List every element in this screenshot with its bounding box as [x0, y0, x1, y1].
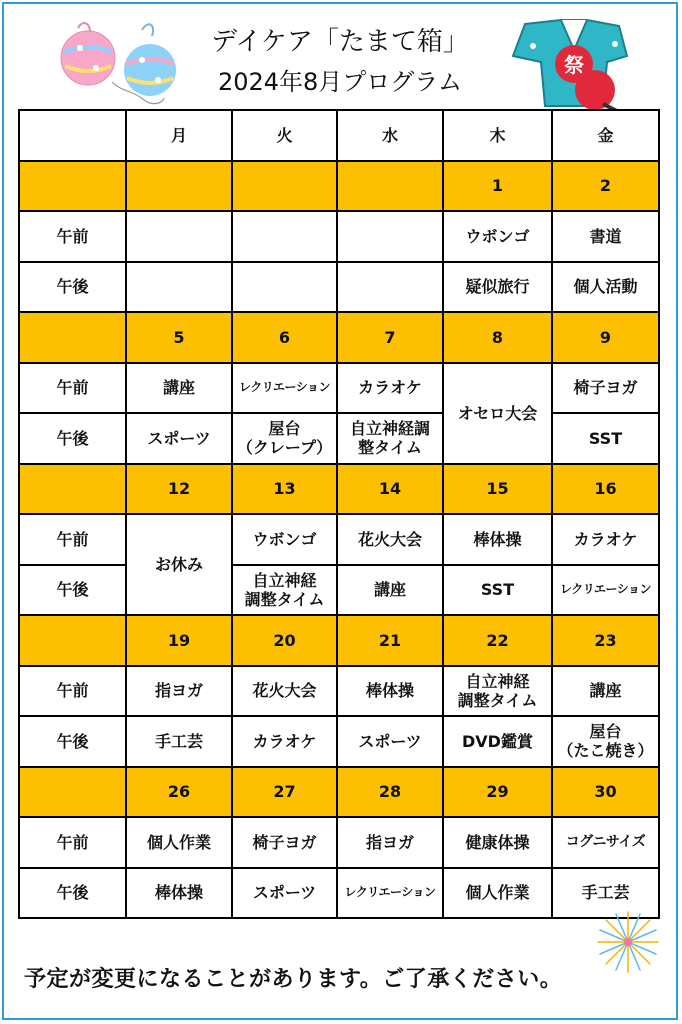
pm-label: 午後	[19, 413, 126, 464]
program-cell: 棒体操	[443, 514, 552, 565]
program-cell: 指ヨガ	[337, 817, 443, 868]
program-cell: 花火大会	[337, 514, 443, 565]
svg-text:祭: 祭	[564, 53, 584, 77]
am-label: 午前	[19, 666, 126, 717]
program-cell: 個人作業	[126, 817, 232, 868]
program-cell	[126, 211, 232, 262]
program-cell: 自立神経 調整タイム	[232, 565, 337, 616]
am-row	[19, 666, 659, 717]
program-cell	[232, 262, 337, 313]
day-wed: 水	[337, 110, 443, 161]
am-row	[19, 211, 659, 262]
program-cell-merged: お休み	[126, 514, 232, 615]
program-cell: 自立神経 調整タイム	[443, 666, 552, 717]
program-cell: 椅子ヨガ	[232, 817, 337, 868]
date-label-cell	[19, 464, 126, 515]
program-cell: レクリエーション	[232, 363, 337, 414]
date-cell: 2	[552, 161, 659, 212]
program-cell	[337, 211, 443, 262]
date-row	[19, 767, 659, 818]
pm-label: 午後	[19, 716, 126, 767]
program-cell: スポーツ	[232, 868, 337, 919]
program-cell: ウボンゴ	[443, 211, 552, 262]
pm-label: 午後	[19, 262, 126, 313]
program-cell	[232, 211, 337, 262]
program-cell-merged: オセロ大会	[443, 363, 552, 464]
date-row	[19, 312, 659, 363]
date-cell: 12	[126, 464, 232, 515]
program-cell	[126, 262, 232, 313]
am-label: 午前	[19, 817, 126, 868]
program-cell: レクリエーション	[552, 565, 659, 616]
date-cell: 29	[443, 767, 552, 818]
program-cell: カラオケ	[337, 363, 443, 414]
program-cell: 講座	[337, 565, 443, 616]
program-cell: コグニサイズ	[552, 817, 659, 868]
am-row	[19, 817, 659, 868]
program-cell: 個人作業	[443, 868, 552, 919]
program-cell: スポーツ	[337, 716, 443, 767]
program-cell: スポーツ	[126, 413, 232, 464]
date-cell: 22	[443, 615, 552, 666]
weekday-header-row	[19, 110, 659, 161]
program-cell: 屋台 （たこ焼き）	[552, 716, 659, 767]
pm-row	[19, 868, 659, 919]
date-cell: 28	[337, 767, 443, 818]
date-cell	[126, 161, 232, 212]
date-row	[19, 464, 659, 515]
date-row	[19, 161, 659, 212]
program-cell: DVD鑑賞	[443, 716, 552, 767]
pm-row	[19, 716, 659, 767]
date-cell: 30	[552, 767, 659, 818]
title-line2: 2024年8月プログラム	[217, 68, 463, 96]
date-label-cell	[19, 615, 126, 666]
date-label-cell	[19, 767, 126, 818]
title-line1: デイケア「たまて箱」	[211, 27, 469, 57]
program-cell: 棒体操	[337, 666, 443, 717]
am-row	[19, 363, 659, 414]
program-cell: 椅子ヨガ	[552, 363, 659, 414]
date-label-cell	[19, 161, 126, 212]
date-cell	[337, 161, 443, 212]
program-cell: 花火大会	[232, 666, 337, 717]
program-cell: 棒体操	[126, 868, 232, 919]
program-cell: 健康体操	[443, 817, 552, 868]
pm-label: 午後	[19, 565, 126, 616]
pm-row	[19, 262, 659, 313]
schedule-table	[18, 109, 660, 919]
festival-happi-coat-icon	[503, 16, 635, 112]
water-balloon-yoyo-icon	[52, 20, 182, 110]
day-thu: 木	[443, 110, 552, 161]
date-cell: 1	[443, 161, 552, 212]
am-label: 午前	[19, 514, 126, 565]
program-cell: 個人活動	[552, 262, 659, 313]
date-label-cell	[19, 312, 126, 363]
date-cell: 7	[337, 312, 443, 363]
program-cell: レクリエーション	[337, 868, 443, 919]
day-fri: 金	[552, 110, 659, 161]
date-cell: 8	[443, 312, 552, 363]
date-cell: 19	[126, 615, 232, 666]
program-cell: 指ヨガ	[126, 666, 232, 717]
date-cell: 15	[443, 464, 552, 515]
program-cell: ウボンゴ	[232, 514, 337, 565]
pm-label: 午後	[19, 868, 126, 919]
program-cell: 書道	[552, 211, 659, 262]
date-cell: 14	[337, 464, 443, 515]
am-label: 午前	[19, 363, 126, 414]
pm-row	[19, 413, 659, 464]
program-cell: 講座	[552, 666, 659, 717]
date-cell: 20	[232, 615, 337, 666]
date-cell: 26	[126, 767, 232, 818]
program-cell: 疑似旅行	[443, 262, 552, 313]
date-cell	[232, 161, 337, 212]
date-row	[19, 615, 659, 666]
program-cell: 屋台 （クレープ）	[232, 413, 337, 464]
date-cell: 16	[552, 464, 659, 515]
change-notice: 予定が変更になることがあります。ご了承ください。	[24, 967, 563, 992]
date-cell: 27	[232, 767, 337, 818]
pm-row	[19, 565, 659, 616]
program-cell: カラオケ	[552, 514, 659, 565]
day-tue: 火	[232, 110, 337, 161]
date-cell: 6	[232, 312, 337, 363]
day-mon: 月	[126, 110, 232, 161]
date-cell: 21	[337, 615, 443, 666]
date-cell: 9	[552, 312, 659, 363]
date-cell: 5	[126, 312, 232, 363]
program-cell	[337, 262, 443, 313]
corner-cell	[19, 110, 126, 161]
program-cell: SST	[552, 413, 659, 464]
program-cell: 手工芸	[126, 716, 232, 767]
program-cell: 自立神経調 整タイム	[337, 413, 443, 464]
program-cell: SST	[443, 565, 552, 616]
am-label: 午前	[19, 211, 126, 262]
program-cell: カラオケ	[232, 716, 337, 767]
program-cell: 講座	[126, 363, 232, 414]
date-cell: 23	[552, 615, 659, 666]
am-row	[19, 514, 659, 565]
page-title	[170, 22, 510, 102]
program-cell: 手工芸	[552, 868, 659, 919]
date-cell: 13	[232, 464, 337, 515]
